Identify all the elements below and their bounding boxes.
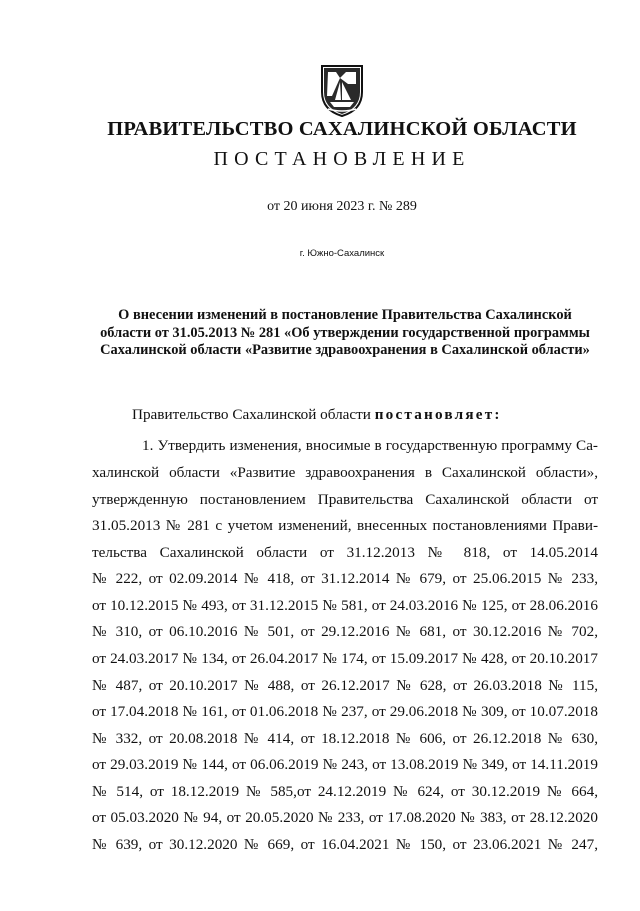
body-line: 31.05.2013 № 281 с учетом изменений, внесенных постановлениями Прави- <box>92 517 598 534</box>
preamble-verb: постановляет: <box>374 406 502 423</box>
body-line: от 29.03.2019 № 144, от 06.06.2019 № 243, от 13.08.2019 № 349, от 14.11.2019 <box>92 756 598 773</box>
body-line: от 24.03.2017 № 134, от 26.04.2017 № 174, от 15.09.2017 № 428, от 20.10.2017 <box>92 650 598 667</box>
government-title: ПРАВИТЕЛЬСТВО САХАЛИНСКОЙ ОБЛАСТИ <box>107 118 577 140</box>
body-line: № 332, от 20.08.2018 № 414, от 18.12.2018 № 606, от 26.12.2018 № 630, <box>92 730 598 747</box>
body-line: от 05.03.2020 № 94, от 20.05.2020 № 233, от 17.08.2020 № 383, от 28.12.2020 <box>92 809 598 826</box>
body-line: халинской области «Развитие здравоохранения в Сахалинской области», <box>92 464 598 481</box>
body-line: № 487, от 20.10.2017 № 488, от 26.12.2017 № 628, от 26.03.2018 № 115, <box>92 677 598 694</box>
body-line: № 514, от 18.12.2019 № 585,от 24.12.2019 № 624, от 30.12.2019 № 664, <box>92 783 598 800</box>
document-city: г. Южно-Сахалинск <box>299 248 385 259</box>
body-line: тельства Сахалинской области от 31.12.2013 № 818, от 14.05.2014 <box>92 544 598 561</box>
body-line: № 639, от 30.12.2020 № 669, от 16.04.2021 № 150, от 23.06.2021 № 247, <box>92 836 598 853</box>
body-line: 1. Утвердить изменения, вносимые в государственную программу Са- <box>142 437 598 454</box>
document-date-number: от 20 июня 2023 г. № 289 <box>267 199 417 214</box>
preamble-lead: Правительство Сахалинской области <box>132 406 375 423</box>
body-line: от 17.04.2018 № 161, от 01.06.2018 № 237, от 29.06.2018 № 309, от 10.07.2018 <box>92 703 598 720</box>
document-subject: О внесении изменений в постановление Правительства Сахалинской области от 31.05.2013 № 281 «Об утверждении государственной программы Сахалинской области «Развитие здравоохранения в Сахалинской области» <box>100 307 590 358</box>
body-line: утвержденную постановлением Правительства Сахалинской области от <box>92 491 598 508</box>
body-line: № 310, от 06.10.2016 № 501, от 29.12.2016 № 681, от 30.12.2016 № 702, <box>92 623 598 640</box>
preamble-line <box>132 403 598 427</box>
document-type: ПОСТАНОВЛЕНИЕ <box>213 148 471 170</box>
body-line: от 10.12.2015 № 493, от 31.12.2015 № 581, от 24.03.2016 № 125, от 28.06.2016 <box>92 597 598 614</box>
body-line: № 222, от 02.09.2014 № 418, от 31.12.2014 № 679, от 25.06.2015 № 233, <box>92 570 598 587</box>
